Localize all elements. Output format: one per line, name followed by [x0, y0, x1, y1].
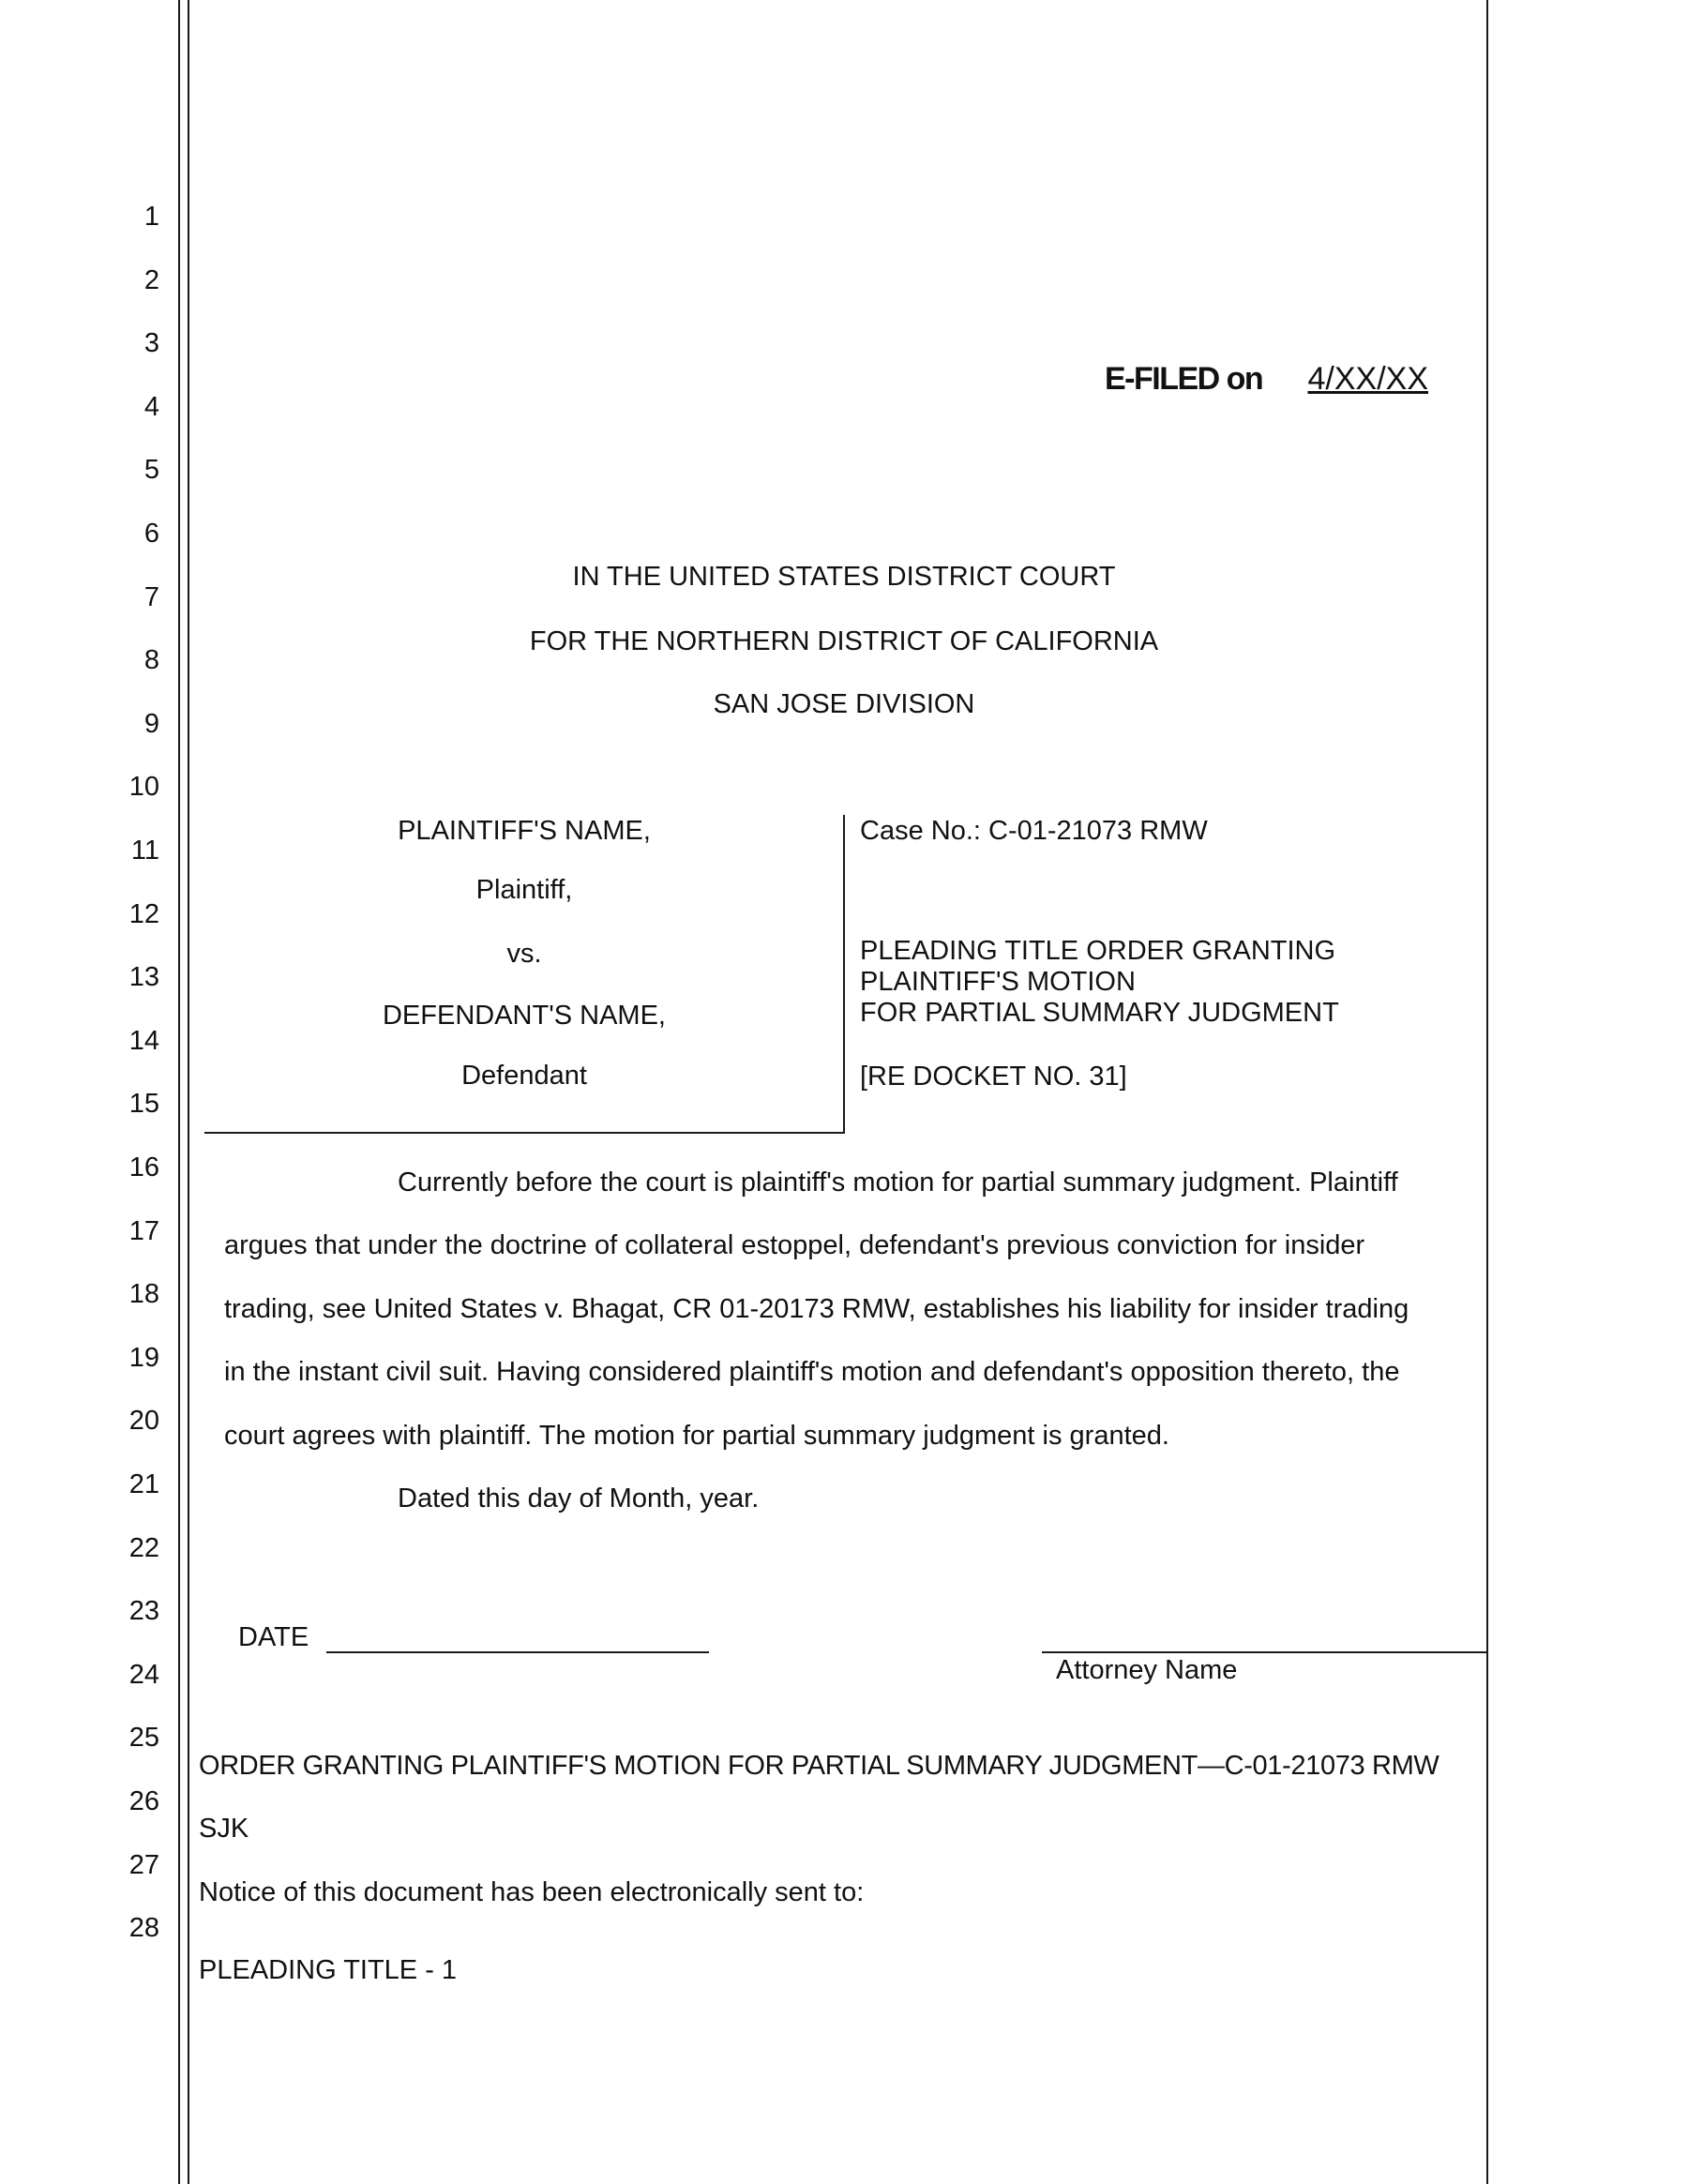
line-number: 1 [143, 202, 159, 232]
line-number: 18 [128, 1279, 159, 1310]
line-number: 14 [128, 1025, 159, 1056]
line-number: 24 [128, 1659, 159, 1690]
line-number: 26 [128, 1786, 159, 1816]
initials: SJK [199, 1814, 249, 1844]
order-footer-title: ORDER GRANTING PLAINTIFF'S MOTION FOR PARTIAL SUMMARY JUDGMENT—C-01-21073 RMW [199, 1751, 1439, 1781]
pleading-title-line1: PLEADING TITLE ORDER GRANTING [860, 936, 1336, 966]
court-heading-line2: FOR THE NORTHERN DISTRICT OF CALIFORNIA [529, 626, 1159, 656]
efiled-label: E-FILED on [1105, 361, 1263, 397]
line-number: 28 [128, 1913, 159, 1944]
line-number: 19 [128, 1342, 159, 1373]
line-number: 15 [128, 1089, 159, 1120]
line-number: 7 [143, 581, 159, 612]
body-line-1: Currently before the court is plaintiff's motion for partial summary judgment. Plaintiff [398, 1167, 1398, 1197]
caption-divider-vertical [843, 815, 845, 1134]
left-margin-rule-outer [178, 0, 180, 2184]
line-number: 16 [128, 1152, 159, 1182]
page-label: PLEADING TITLE - 1 [199, 1955, 458, 1985]
line-number: 21 [128, 1469, 159, 1499]
body-line-5: court agrees with plaintiff. The motion for partial summary judgment is granted. [224, 1421, 1169, 1451]
body-line-4: in the instant civil suit. Having considered plaintiff's motion and defendant's opposition thereto, the [224, 1357, 1400, 1387]
date-signature-line [326, 1651, 709, 1653]
caption-divider-horizontal [204, 1132, 845, 1134]
line-number: 25 [128, 1723, 159, 1754]
case-number: Case No.: C-01-21073 RMW [860, 816, 1208, 846]
line-number: 6 [143, 519, 159, 549]
plaintiff-name: PLAINTIFF'S NAME, [398, 816, 651, 846]
court-heading-line3: SAN JOSE DIVISION [713, 689, 975, 719]
date-label: DATE [238, 1622, 309, 1652]
pleading-title-line3: FOR PARTIAL SUMMARY JUDGMENT [860, 998, 1339, 1028]
line-number: 5 [143, 455, 159, 486]
line-number: 22 [128, 1532, 159, 1563]
attorney-name: Attorney Name [1056, 1655, 1238, 1685]
pleading-title-line2: PLAINTIFF'S MOTION [860, 967, 1136, 997]
docket-reference: [RE DOCKET NO. 31] [860, 1062, 1127, 1092]
dated-line: Dated this day of Month, year. [398, 1484, 760, 1514]
body-line-3: trading, see United States v. Bhagat, CR 01-20173 RMW, establishes his liability for insider trading [224, 1294, 1409, 1324]
line-number: 4 [143, 391, 159, 422]
attorney-signature-line [1042, 1651, 1487, 1653]
line-number: 17 [128, 1215, 159, 1246]
line-number: 2 [143, 264, 159, 295]
line-number: 12 [128, 898, 159, 929]
court-heading-line1: IN THE UNITED STATES DISTRICT COURT [572, 562, 1116, 592]
line-number: 9 [143, 708, 159, 739]
defendant-role: Defendant [461, 1061, 587, 1091]
right-margin-rule [1486, 0, 1488, 2184]
body-line-2: argues that under the doctrine of collateral estoppel, defendant's previous conviction for insider [224, 1230, 1365, 1260]
line-number: 3 [143, 328, 159, 359]
left-margin-rule-inner [188, 0, 189, 2184]
notice-line: Notice of this document has been electronically sent to: [199, 1877, 865, 1907]
line-number: 10 [128, 772, 159, 803]
versus: vs. [506, 939, 542, 969]
defendant-name: DEFENDANT'S NAME, [382, 1001, 666, 1031]
line-number: 11 [130, 836, 159, 866]
line-number: 27 [128, 1849, 159, 1880]
line-number: 23 [128, 1596, 159, 1627]
efiled-date: 4/XX/XX [1307, 361, 1428, 397]
line-number: 20 [128, 1406, 159, 1437]
line-number: 13 [128, 962, 159, 993]
plaintiff-role: Plaintiff, [475, 875, 573, 905]
line-number: 8 [143, 645, 159, 676]
